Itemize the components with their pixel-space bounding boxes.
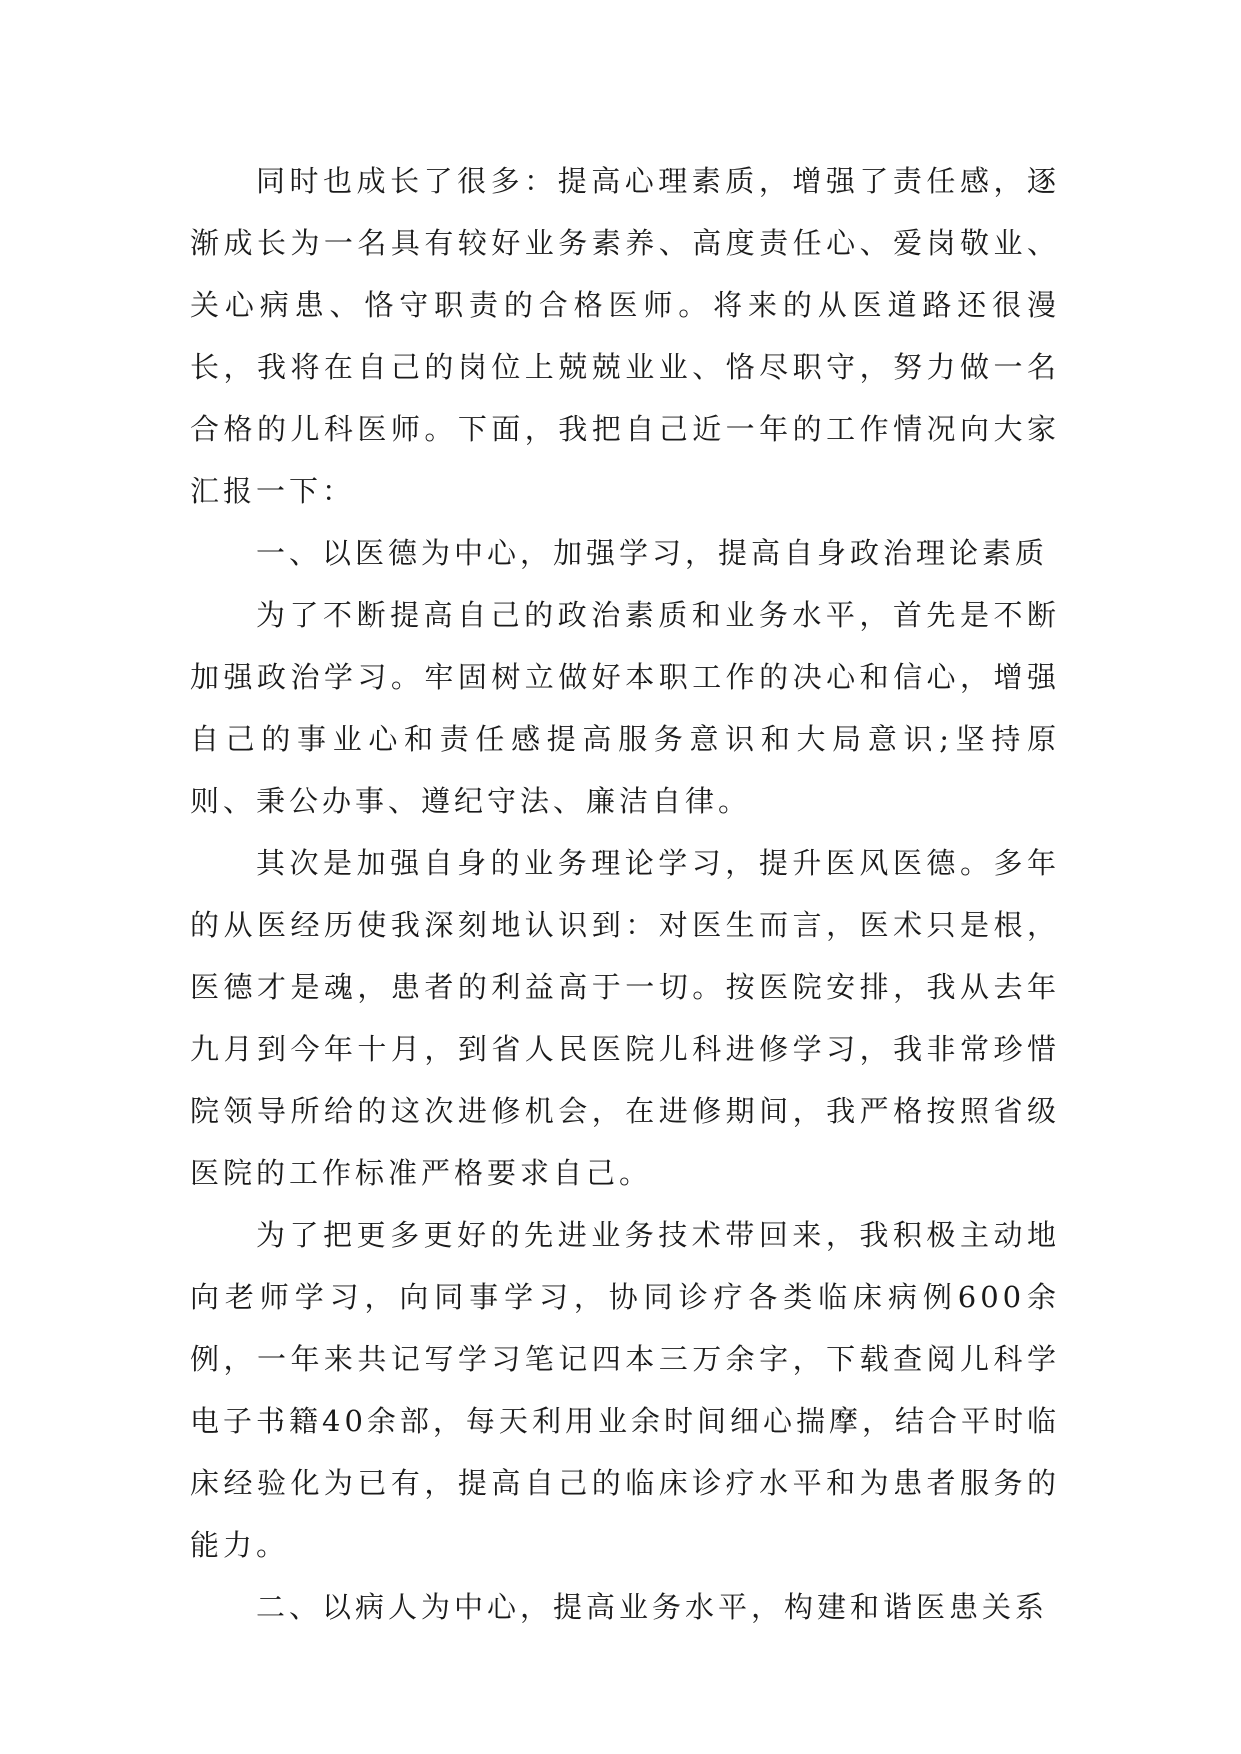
paragraph-political-study: 为了不断提高自己的政治素质和业务水平，首先是不断加强政治学习。牢固树立做好本职工作的决心和信心，增强自己的事业心和责任感提高服务意识和大局意识;坚持原则、秉公办事、遵纪守法、廉洁自律。 bbox=[190, 598, 1060, 818]
section-heading-2: 二、以病人为中心，提高业务水平，构建和谐医患关系 bbox=[256, 1590, 1049, 1624]
paragraph-learning-results: 为了把更多更好的先进业务技术带回来，我积极主动地向老师学习，向同事学习，协同诊疗各类临床病例600余例，一年来共记写学习笔记四本三万余字，下载查阅儿科学电子书籍40余部，每天利用业余时间细心揣摩，结合平时临床经验化为已有，提高自己的临床诊疗水平和为患者服务的能力。 bbox=[190, 1218, 1060, 1562]
paragraph-professional-study: 其次是加强自身的业务理论学习，提升医风医德。多年的从医经历使我深刻地认识到：对医生而言，医术只是根，医德才是魂，患者的利益高于一切。按医院安排，我从去年九月到今年十月，到省人民医院儿科进修学习，我非常珍惜院领导所给的这次进修机会，在进修期间，我严格按照省级医院的工作标准严格要求自己。 bbox=[190, 846, 1060, 1190]
document-body bbox=[190, 150, 1060, 1638]
paragraph-intro: 同时也成长了很多：提高心理素质，增强了责任感，逐渐成长为一名具有较好业务素养、高度责任心、爱岗敬业、关心病患、恪守职责的合格医师。将来的从医道路还很漫长，我将在自己的岗位上兢兢业业、恪尽职守，努力做一名合格的儿科医师。下面，我把自己近一年的工作情况向大家汇报一下： bbox=[190, 164, 1060, 508]
section-heading-1: 一、以医德为中心，加强学习，提高自身政治理论素质 bbox=[256, 536, 1049, 570]
